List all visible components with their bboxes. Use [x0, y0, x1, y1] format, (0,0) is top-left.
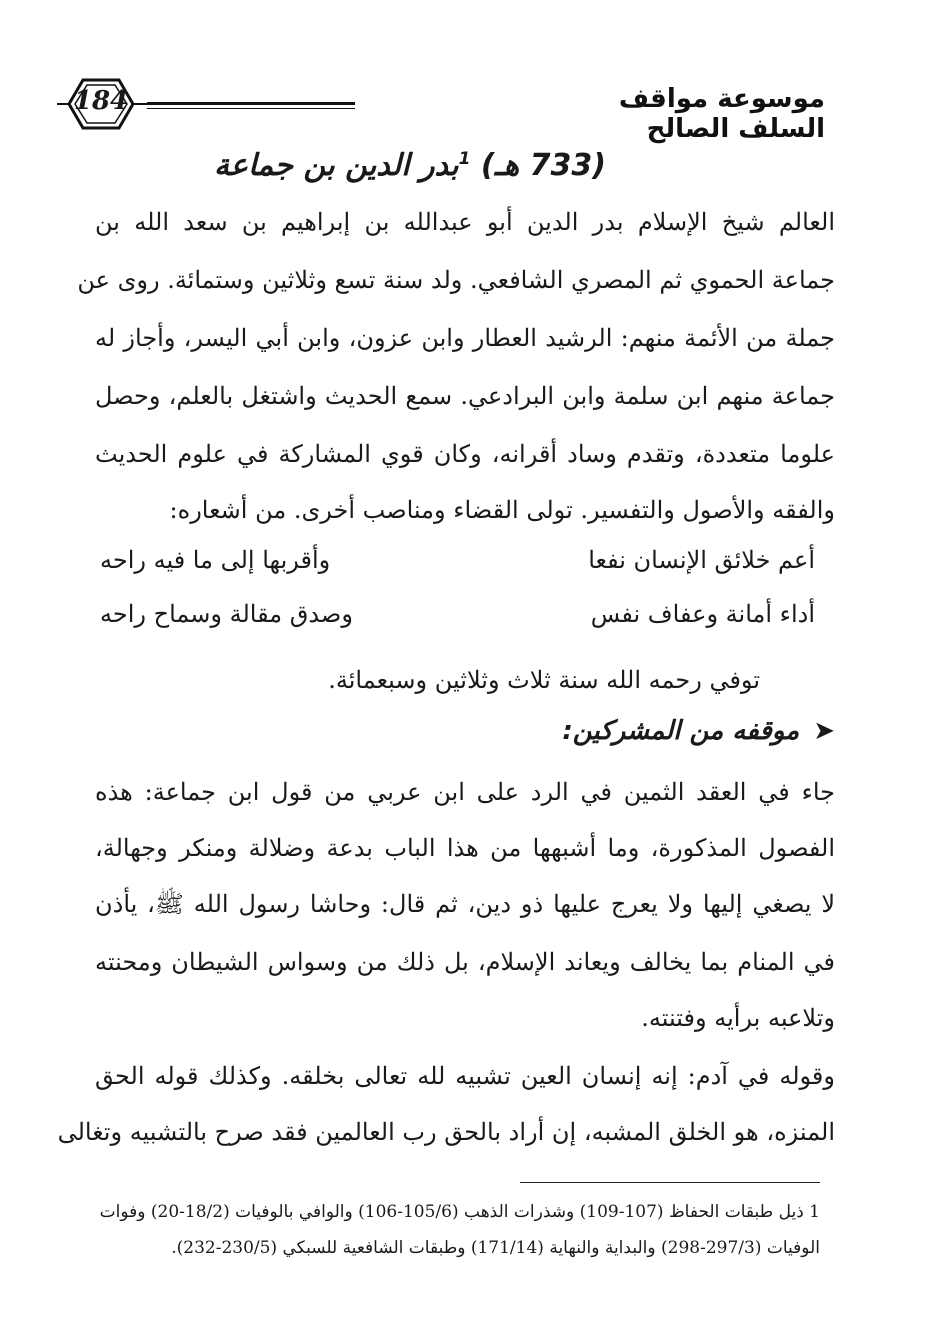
arrow-bullet-icon: ➤ — [813, 716, 835, 746]
page-number: 184 — [73, 86, 129, 116]
section-heading — [562, 716, 835, 746]
body-line: جاء في العقد الثمين في الرد على ابن عربي من قول ابن جماعة: هذه — [95, 778, 835, 806]
intro-line: جماعة الحموي ثم المصري الشافعي. ولد سنة تسع وثلاثين وستمائة. روى عن — [77, 266, 835, 294]
poem-verse — [100, 600, 815, 640]
verse-second-hemistich: وصدق مقالة وسماح راحه — [100, 600, 353, 628]
verse-first-hemistich: أعم خلائق الإنسان نفعا — [588, 546, 815, 574]
entry-title-name: بدر الدين بن جماعة — [214, 148, 459, 183]
entry-title — [200, 148, 620, 183]
intro-line: جملة من الأئمة منهم: الرشيد العطار وابن عزون، وابن أبي اليسر، وأجاز له — [95, 324, 835, 352]
body-line: وقوله في آدم: إنه إنسان العين تشبيه لله تعالى بخلقه. وكذلك قوله الحق — [95, 1062, 835, 1090]
header-rule-thin — [147, 108, 355, 109]
verse-first-hemistich: أداء أمانة وعفاف نفس — [590, 600, 815, 628]
series-title: موسوعة مواقف السلف الصالح — [618, 84, 825, 144]
section-heading-text: موقفه من المشركين: — [562, 716, 800, 746]
entry-title-year: (733 هـ) — [480, 148, 606, 183]
header-rule — [147, 102, 355, 105]
death-note: توفي رحمه الله سنة ثلاث وثلاثين وسبعمائة. — [328, 666, 760, 694]
body-line: لا يصغي إليها ولا يعرج عليها ذو دين، ثم قال: وحاشا رسول الله ﷺ، يأذن — [95, 890, 835, 918]
intro-line: العالم شيخ الإسلام بدر الدين أبو عبدالله بن إبراهيم بن سعد الله بن — [95, 208, 835, 236]
poem-verse — [100, 546, 815, 586]
verse-second-hemistich: وأقربها إلى ما فيه راحه — [100, 546, 331, 574]
body-line: المنزه، هو الخلق المشبه، إن أراد بالحق رب العالمين فقد صرح بالتشبيه وتغالى — [57, 1118, 835, 1146]
body-line: وتلاعبه برأيه وفتنته. — [641, 1004, 835, 1032]
page-number-badge — [55, 72, 147, 136]
footnote-marker: 1 — [458, 149, 471, 169]
intro-line: علوما متعددة، وتقدم وساد أقرانه، وكان قوي المشاركة في علوم الحديث — [95, 440, 835, 468]
body-line: الفصول المذكورة، وما أشبهها من هذا الباب بدعة وضلالة ومنكر وجهالة، — [95, 834, 835, 862]
intro-line: والفقه والأصول والتفسير. تولى القضاء ومناصب أخرى. من أشعاره: — [169, 496, 835, 524]
footnote-line: 1 ذيل طبقات الحفاظ (107-109) وشذرات الذهب (105/6-106) والوافي بالوفيات (18/2-20) وفوات — [99, 1202, 820, 1222]
page-header — [55, 72, 825, 142]
body-line: في المنام بما يخالف ويعاند الإسلام، بل ذلك من وسواس الشيطان ومحنته — [95, 948, 835, 976]
intro-line: جماعة منهم ابن سلمة وابن البرادعي. سمع الحديث واشتغل بالعلم، وحصل — [95, 382, 835, 410]
footnote-line: الوفيات (297/3-298) والبداية والنهاية (171/14) وطبقات الشافعية للسبكي (230/5-232). — [171, 1238, 820, 1258]
footnote-separator — [520, 1182, 820, 1183]
